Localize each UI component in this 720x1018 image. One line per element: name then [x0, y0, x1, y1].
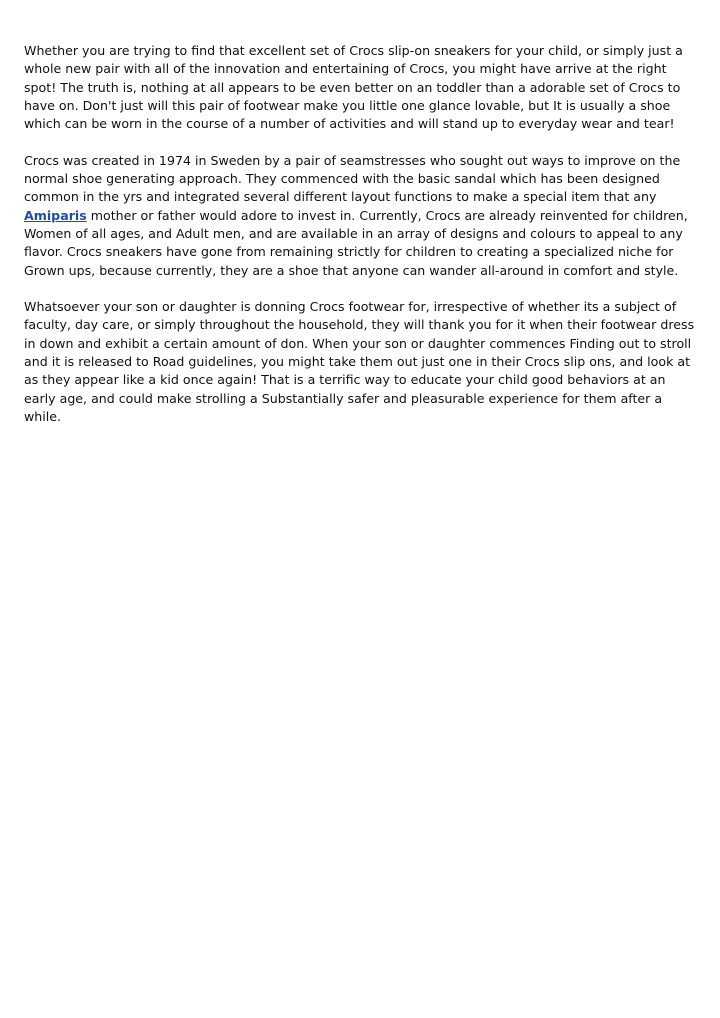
paragraph-3: Whatsoever your son or daughter is donning Crocs footwear for, irrespective of whether its a subject of faculty, day care, or simply throughout the household, they will thank you for it when their footwear dress in down and exhibit a certain amount of don. When your son or daughter commences Finding out to stroll and it is released to Road guidelines, you might take them out just one in their Crocs slip ons, and look at as they appear like a kid once again! That is a terrific way to educate your child good behaviors at an early age, and could make strolling a Substantially safer and pleasurable experience for them after a while.	[24, 299, 695, 424]
paragraph-2	[24, 152, 698, 280]
paragraph-2-text-before-link: Crocs was created in 1974 in Sweden by a pair of seamstresses who sought out ways to improve on the normal shoe generating approach. They commenced with the basic sandal which has been designed common in the yrs and integrated several different layout functions to make a special item that any	[24, 152, 681, 205]
paragraph-2-text-after-link: mother or father would adore to invest in. Currently, Crocs are already reinvented for children, Women of all ages, and Adult men, and are available in an array of designs and colours to appeal to any flavor. Crocs sneakers have gone from remaining strictly for children to creating a specialized niche for Grown ups, because currently, they are a shoe that anyone can wander all-around in comfort and style.	[24, 207, 688, 278]
paragraph-1: Whether you are trying to find that excellent set of Crocs slip-on sneakers for your child, or simply just a whole new pair with all of the innovation and entertaining of Crocs, you might have arrive at the right spot! The truth is, nothing at all appears to be even better on an toddler than a adorable set of Crocs to have on. Don't just will this pair of footwear make you little one glance lovable, but It is usually a shoe which can be worn in the course of a number of activities and will stand up to everyday wear and tear!	[24, 43, 683, 132]
amiparis-link[interactable]: Amiparis	[24, 207, 87, 223]
document-body	[24, 42, 698, 445]
